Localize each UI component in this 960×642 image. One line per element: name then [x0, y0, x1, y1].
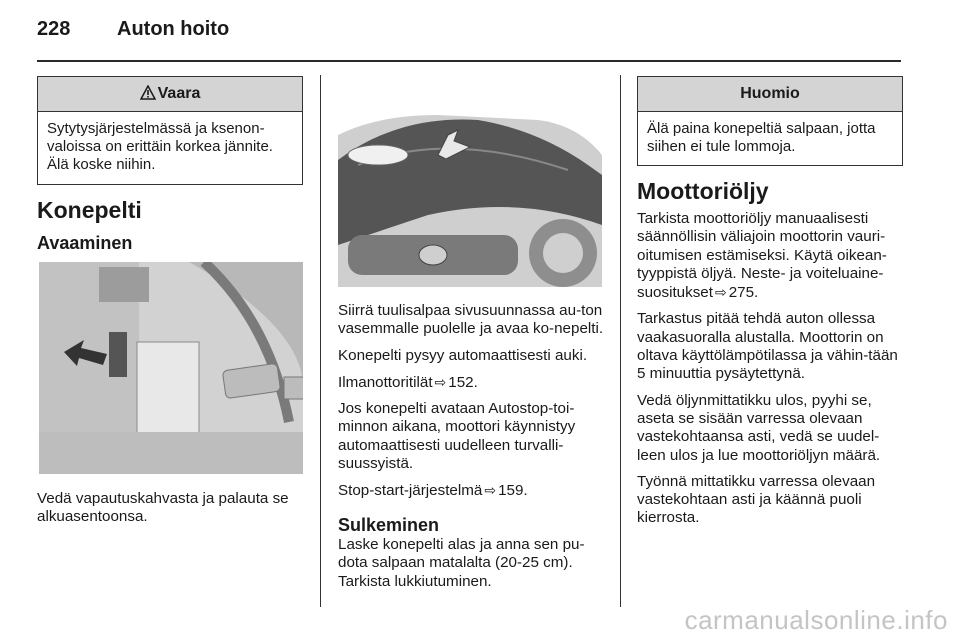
- paragraph-closing: Laske konepelti alas ja anna sen pu-dota salpaan matalalta (20-25 cm). Tarkista lukkiutuminen.: [338, 536, 585, 590]
- paragraph-check-oil: [637, 210, 903, 302]
- warning-text: Sytytysjärjestelmässä ja ksenon-valoissa on erittäin korkea jännite. Älä koske niihin.: [47, 120, 273, 173]
- page-reference-icon: ⇨: [484, 482, 497, 499]
- paragraph-autostop: Jos konepelti avataan Autostop-toi-minnon aikana, moottori käynnistyy automaattisesti uudelleen turvalli-suussyistä.: [338, 400, 576, 473]
- column-3-text: [637, 210, 903, 536]
- page-number: 228: [37, 18, 71, 40]
- paragraph-stop-start-ref: [338, 481, 604, 500]
- section-heading-konepelti: Konepelti: [37, 197, 142, 223]
- subheading-avaaminen: Avaaminen: [37, 233, 133, 253]
- header-rule: [37, 60, 901, 62]
- warning-triangle-icon: [140, 85, 156, 100]
- air-intake-label: Ilmanottoritilät: [338, 373, 433, 391]
- warning-box: [37, 76, 303, 185]
- chapter-title: Auton hoito: [117, 18, 230, 40]
- column-divider-2: [620, 75, 621, 607]
- stop-start-page: 159.: [498, 482, 528, 500]
- warning-title: Vaara: [157, 85, 201, 102]
- stop-start-label: Stop-start-järjestelmä: [338, 482, 483, 500]
- notice-text: Älä paina konepeltiä salpaan, jotta siihen ei tule lommoja.: [647, 120, 876, 155]
- paragraph-dipstick-read: Vedä öljynmittatikku ulos, pyyhi se, aseta se sisään varressa olevaan vastekohtaansa asti, vedä se uudel-leen ulos ja lue moottoriöljyn määrä.: [637, 391, 881, 464]
- column-2-text: [338, 302, 604, 509]
- paragraph-air-intake-ref: [338, 373, 604, 392]
- paragraph-level-surface: Tarkastus pitää tehdä auton ollessa vaakasuoralla alustalla. Moottorin on oltava käyttölämpötilassa ja vähin-tään 5 minuuttia pysäytettynä.: [637, 310, 898, 383]
- column-divider-1: [320, 75, 321, 607]
- notice-title: Huomio: [638, 77, 902, 112]
- page-reference-icon: ⇨: [434, 373, 447, 390]
- figure-caption-release: Vedä vapautuskahvasta ja palauta se alkuasentoonsa.: [37, 490, 289, 526]
- watermark: carmanualsonline.info: [684, 605, 948, 635]
- check-oil-page: 275.: [728, 284, 759, 302]
- page-header: [37, 18, 229, 41]
- air-intake-page: 152.: [448, 373, 478, 391]
- paragraph-stays-open: Konepelti pysyy automaattisesti auki.: [338, 346, 588, 364]
- paragraph-dipstick-return: Työnnä mittatikku varressa olevaan vastekohtaan asti ja käännä puoli kierrosta.: [637, 472, 876, 527]
- subheading-sulkeminen: Sulkeminen: [338, 515, 440, 535]
- page-reference-icon: ⇨: [714, 284, 727, 301]
- notice-box: [637, 76, 903, 166]
- check-oil-text: Tarkista moottoriöljy manuaalisesti säännöllisin väliajoin moottorin vauri-oitumisen estämiseksi. Käytä oikean-tyyppistä öljyä. Neste- ja voiteluaine-suositukset: [637, 210, 887, 302]
- section-heading-engine-oil: Moottoriöljy: [637, 178, 769, 204]
- warning-box-header: [38, 77, 302, 112]
- figure-car-hood-opening: [338, 75, 602, 287]
- figure-hood-release-lever: [39, 262, 303, 474]
- paragraph-move-latch: Siirrä tuulisalpaa sivusuunnassa au-ton vasemmalle puolelle ja avaa ko-nepelti.: [338, 302, 604, 338]
